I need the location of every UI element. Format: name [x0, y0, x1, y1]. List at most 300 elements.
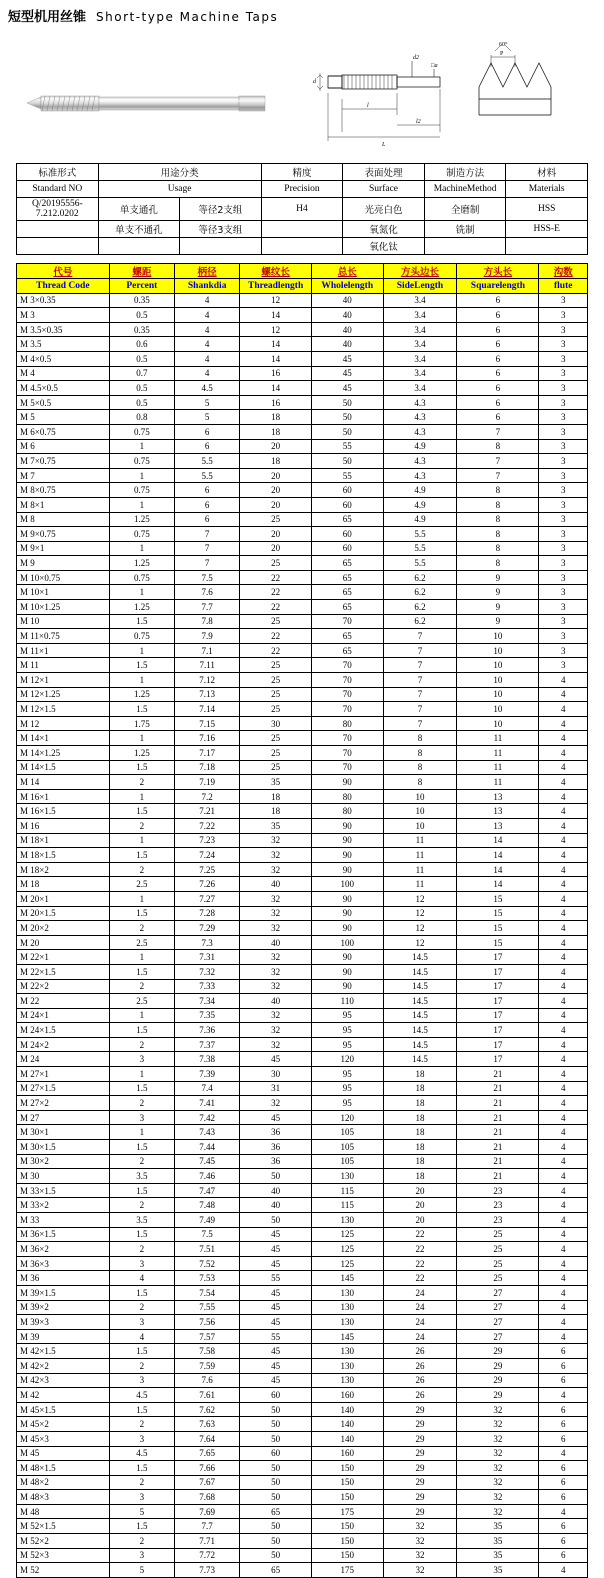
- spec-standard-value-2: [17, 221, 99, 238]
- cell-value: 1.5: [109, 1285, 174, 1300]
- spec-header-precision-en: Precision: [261, 181, 343, 198]
- spec-standard-value: Q/20195556-7.212.0202: [17, 198, 99, 221]
- cell-value: 130: [311, 1213, 383, 1228]
- cell-value: 50: [240, 1490, 312, 1505]
- cell-value: 4: [539, 1227, 588, 1242]
- cell-value: 22: [383, 1242, 457, 1257]
- cell-value: 4: [539, 1096, 588, 1111]
- cell-value: 125: [311, 1242, 383, 1257]
- cell-thread-code: M 9×1: [17, 541, 110, 556]
- table-row: [17, 1256, 588, 1271]
- col-header-squarelength-en: Squarelength: [457, 279, 539, 294]
- cell-value: 35: [240, 818, 312, 833]
- table-row: [17, 1037, 588, 1052]
- table-row: [17, 877, 588, 892]
- cell-value: 7.15: [175, 716, 240, 731]
- cell-value: 2: [109, 1534, 174, 1549]
- spec-standard-value-3: [17, 238, 99, 255]
- cell-value: 150: [311, 1475, 383, 1490]
- col-header-flute-en: flute: [539, 279, 588, 294]
- cell-value: 125: [311, 1256, 383, 1271]
- cell-thread-code: M 6×0.75: [17, 424, 110, 439]
- spec-header-cn-row: [17, 164, 588, 181]
- cell-value: 4: [539, 1329, 588, 1344]
- cell-thread-code: M 20: [17, 935, 110, 950]
- cell-value: 0.8: [109, 410, 174, 425]
- cell-value: 8: [457, 541, 539, 556]
- cell-value: 0.6: [109, 337, 174, 352]
- cell-value: 10: [457, 716, 539, 731]
- table-row: [17, 1431, 588, 1446]
- cell-value: 7.16: [175, 731, 240, 746]
- cell-value: 29: [383, 1431, 457, 1446]
- table-row: [17, 862, 588, 877]
- cell-thread-code: M 3: [17, 308, 110, 323]
- cell-value: 18: [240, 789, 312, 804]
- cell-value: 7.7: [175, 600, 240, 615]
- cell-value: 10: [457, 687, 539, 702]
- cell-value: 21: [457, 1110, 539, 1125]
- cell-value: 32: [240, 862, 312, 877]
- cell-value: 90: [311, 921, 383, 936]
- cell-value: 45: [240, 1358, 312, 1373]
- cell-value: 2: [109, 818, 174, 833]
- cell-value: 90: [311, 891, 383, 906]
- cell-value: 5: [175, 410, 240, 425]
- cell-value: 7.32: [175, 964, 240, 979]
- cell-value: 3: [539, 337, 588, 352]
- cell-value: 18: [240, 410, 312, 425]
- table-row: [17, 848, 588, 863]
- cell-value: 65: [311, 556, 383, 571]
- cell-value: 17: [457, 994, 539, 1009]
- cell-value: 3: [539, 541, 588, 556]
- table-row: [17, 1125, 588, 1140]
- cell-value: 6: [175, 497, 240, 512]
- cell-value: 4: [175, 366, 240, 381]
- spec-usage1-value: 单支通孔: [98, 198, 180, 221]
- cell-value: 8: [383, 760, 457, 775]
- cell-value: 45: [240, 1344, 312, 1359]
- table-row: [17, 1373, 588, 1388]
- cell-value: 20: [240, 439, 312, 454]
- svg-text:60°: 60°: [499, 42, 508, 48]
- cell-value: 50: [311, 424, 383, 439]
- cell-value: 45: [240, 1315, 312, 1330]
- cell-thread-code: M 45×1.5: [17, 1402, 110, 1417]
- cell-value: 1.5: [109, 804, 174, 819]
- cell-value: 17: [457, 1008, 539, 1023]
- cell-value: 22: [240, 600, 312, 615]
- table-row: [17, 1563, 588, 1578]
- cell-value: 6: [539, 1431, 588, 1446]
- table-row: [17, 337, 588, 352]
- cell-value: 8: [457, 512, 539, 527]
- cell-value: 7.34: [175, 994, 240, 1009]
- cell-value: 8: [457, 527, 539, 542]
- cell-value: 90: [311, 775, 383, 790]
- table-row: [17, 1154, 588, 1169]
- cell-value: 23: [457, 1198, 539, 1213]
- cell-value: 10: [457, 673, 539, 688]
- cell-value: 9: [457, 570, 539, 585]
- cell-value: 4: [539, 950, 588, 965]
- cell-value: 1.5: [109, 760, 174, 775]
- cell-value: 32: [457, 1504, 539, 1519]
- cell-thread-code: M 22×1: [17, 950, 110, 965]
- cell-value: 36: [240, 1140, 312, 1155]
- cell-value: 20: [240, 468, 312, 483]
- cell-value: 3: [539, 556, 588, 571]
- cell-value: 4: [539, 921, 588, 936]
- table-row: [17, 1300, 588, 1315]
- cell-value: 32: [457, 1446, 539, 1461]
- cell-value: 2: [109, 1417, 174, 1432]
- cell-value: 1: [109, 950, 174, 965]
- cell-value: 4: [539, 1198, 588, 1213]
- cell-thread-code: M 14×1: [17, 731, 110, 746]
- cell-value: 12: [383, 921, 457, 936]
- cell-value: 7.55: [175, 1300, 240, 1315]
- cell-value: 20: [240, 497, 312, 512]
- cell-value: 6: [539, 1548, 588, 1563]
- cell-value: 50: [240, 1534, 312, 1549]
- cell-thread-code: M 52×2: [17, 1534, 110, 1549]
- cell-value: 13: [457, 818, 539, 833]
- dimension-diagram: [300, 37, 460, 157]
- cell-value: 3: [109, 1256, 174, 1271]
- cell-value: 3: [539, 322, 588, 337]
- cell-value: 6: [457, 381, 539, 396]
- cell-thread-code: M 36×2: [17, 1242, 110, 1257]
- cell-value: 32: [240, 1037, 312, 1052]
- table-row: [17, 964, 588, 979]
- table-row: [17, 585, 588, 600]
- cell-value: 2: [109, 1358, 174, 1373]
- thread-profile-diagram: [465, 37, 585, 157]
- table-row: [17, 308, 588, 323]
- cell-value: 4: [539, 1008, 588, 1023]
- cell-value: 29: [457, 1373, 539, 1388]
- spec-usage2-value: 等径2支组: [180, 198, 262, 221]
- cell-value: 7.31: [175, 950, 240, 965]
- cell-thread-code: M 8×0.75: [17, 483, 110, 498]
- dimensions-header-cn-row: [17, 264, 588, 279]
- cell-value: 7.11: [175, 658, 240, 673]
- cell-value: 4: [175, 293, 240, 308]
- cell-value: 25: [240, 687, 312, 702]
- spec-usage2-value-2: 等径3支组: [180, 221, 262, 238]
- spec-header-method-en: MachineMethod: [424, 181, 506, 198]
- cell-value: 32: [457, 1461, 539, 1476]
- cell-value: 6: [539, 1358, 588, 1373]
- spec-row: [17, 221, 588, 238]
- cell-value: 7.57: [175, 1329, 240, 1344]
- cell-thread-code: M 14: [17, 775, 110, 790]
- dimensions-table: [16, 263, 588, 1578]
- cell-value: 6: [539, 1519, 588, 1534]
- cell-value: 2: [109, 979, 174, 994]
- cell-value: 4.5: [109, 1446, 174, 1461]
- cell-thread-code: M 20×2: [17, 921, 110, 936]
- cell-value: 65: [311, 643, 383, 658]
- cell-thread-code: M 27×1: [17, 1067, 110, 1082]
- cell-value: 7.17: [175, 746, 240, 761]
- cell-value: 12: [240, 293, 312, 308]
- cell-value: 6: [457, 366, 539, 381]
- cell-thread-code: M 39×1.5: [17, 1285, 110, 1300]
- cell-value: 1.75: [109, 716, 174, 731]
- cell-value: 1: [109, 833, 174, 848]
- col-header-shank-cn: 柄径: [175, 264, 240, 279]
- cell-value: 25: [240, 702, 312, 717]
- cell-value: 20: [240, 483, 312, 498]
- svg-text:d: d: [313, 79, 316, 85]
- col-header-pitch-en: Percent: [109, 279, 174, 294]
- cell-value: 95: [311, 1023, 383, 1038]
- cell-thread-code: M 5×0.5: [17, 395, 110, 410]
- spec-method-value-2: 铣制: [424, 221, 506, 238]
- cell-value: 4: [539, 994, 588, 1009]
- cell-thread-code: M 36×3: [17, 1256, 110, 1271]
- spec-header-standard-cn: 标准形式: [17, 164, 99, 181]
- table-row: [17, 716, 588, 731]
- cell-value: 5.5: [383, 556, 457, 571]
- cell-value: 6: [457, 308, 539, 323]
- cell-value: 18: [240, 454, 312, 469]
- spec-usage1-value-3: [98, 238, 180, 255]
- cell-thread-code: M 20×1: [17, 891, 110, 906]
- cell-value: 2: [109, 921, 174, 936]
- cell-thread-code: M 20×1.5: [17, 906, 110, 921]
- cell-value: 105: [311, 1154, 383, 1169]
- table-row: [17, 468, 588, 483]
- cell-value: 3: [539, 497, 588, 512]
- cell-value: 40: [311, 308, 383, 323]
- spec-header-surface-en: Surface: [343, 181, 425, 198]
- cell-value: 100: [311, 877, 383, 892]
- cell-value: 160: [311, 1388, 383, 1403]
- cell-value: 23: [457, 1183, 539, 1198]
- cell-thread-code: M 8: [17, 512, 110, 527]
- cell-value: 130: [311, 1169, 383, 1184]
- cell-thread-code: M 30×1.5: [17, 1140, 110, 1155]
- cell-value: 23: [457, 1213, 539, 1228]
- cell-value: 4: [175, 322, 240, 337]
- cell-value: 1.5: [109, 1081, 174, 1096]
- cell-value: 11: [457, 775, 539, 790]
- table-row: [17, 1344, 588, 1359]
- cell-value: 3: [539, 527, 588, 542]
- cell-value: 4: [539, 1154, 588, 1169]
- cell-value: 29: [457, 1344, 539, 1359]
- cell-value: 50: [240, 1548, 312, 1563]
- cell-value: 6: [539, 1417, 588, 1432]
- cell-value: 15: [457, 935, 539, 950]
- cell-value: 1.5: [109, 848, 174, 863]
- cell-value: 60: [240, 1446, 312, 1461]
- cell-value: 21: [457, 1096, 539, 1111]
- cell-value: 4.3: [383, 424, 457, 439]
- cell-value: 3.4: [383, 322, 457, 337]
- cell-value: 17: [457, 964, 539, 979]
- spec-precision-value-2: [261, 221, 343, 238]
- cell-value: 1: [109, 497, 174, 512]
- cell-value: 1.5: [109, 1461, 174, 1476]
- cell-value: 2.5: [109, 994, 174, 1009]
- cell-value: 18: [383, 1140, 457, 1155]
- cell-thread-code: M 48×2: [17, 1475, 110, 1490]
- cell-value: 4: [539, 1563, 588, 1578]
- cell-thread-code: M 24×1.5: [17, 1023, 110, 1038]
- cell-value: 70: [311, 687, 383, 702]
- svg-text:□a: □a: [431, 63, 438, 69]
- cell-thread-code: M 24×1: [17, 1008, 110, 1023]
- cell-value: 11: [457, 760, 539, 775]
- cell-value: 0.5: [109, 395, 174, 410]
- table-row: [17, 833, 588, 848]
- table-row: [17, 1169, 588, 1184]
- cell-value: 0.75: [109, 629, 174, 644]
- cell-thread-code: M 48×1.5: [17, 1461, 110, 1476]
- table-row: [17, 381, 588, 396]
- cell-value: 105: [311, 1125, 383, 1140]
- cell-value: 15: [457, 921, 539, 936]
- cell-value: 90: [311, 950, 383, 965]
- cell-value: 4: [539, 1388, 588, 1403]
- table-row: [17, 322, 588, 337]
- cell-value: 6: [457, 337, 539, 352]
- cell-value: 80: [311, 804, 383, 819]
- cell-thread-code: M 16×1: [17, 789, 110, 804]
- tap-photo: [25, 84, 270, 124]
- cell-value: 6: [457, 410, 539, 425]
- cell-value: 25: [457, 1227, 539, 1242]
- cell-value: 7.21: [175, 804, 240, 819]
- cell-thread-code: M 30: [17, 1169, 110, 1184]
- cell-value: 18: [240, 804, 312, 819]
- table-row: [17, 1461, 588, 1476]
- cell-value: 3: [539, 629, 588, 644]
- cell-value: 105: [311, 1140, 383, 1155]
- cell-value: 7.25: [175, 862, 240, 877]
- cell-value: 7.52: [175, 1256, 240, 1271]
- cell-value: 25: [240, 673, 312, 688]
- cell-value: 4: [175, 337, 240, 352]
- table-row: [17, 1271, 588, 1286]
- cell-value: 4: [539, 1256, 588, 1271]
- cell-value: 95: [311, 1008, 383, 1023]
- table-row: [17, 1417, 588, 1432]
- cell-value: 20: [383, 1213, 457, 1228]
- spec-method-value-3: [424, 238, 506, 255]
- cell-value: 14.5: [383, 979, 457, 994]
- cell-value: 1.5: [109, 702, 174, 717]
- cell-thread-code: M 18×2: [17, 862, 110, 877]
- cell-value: 45: [311, 366, 383, 381]
- cell-value: 7.66: [175, 1461, 240, 1476]
- figure-area: [0, 29, 604, 159]
- cell-value: 0.5: [109, 381, 174, 396]
- cell-value: 7.47: [175, 1183, 240, 1198]
- cell-value: 130: [311, 1300, 383, 1315]
- cell-value: 50: [240, 1475, 312, 1490]
- cell-value: 90: [311, 906, 383, 921]
- cell-value: 4: [539, 1242, 588, 1257]
- spec-header-material-en: Materials: [506, 181, 588, 198]
- cell-value: 14: [457, 862, 539, 877]
- cell-value: 3.5: [109, 1169, 174, 1184]
- cell-value: 150: [311, 1519, 383, 1534]
- cell-value: 45: [311, 381, 383, 396]
- table-row: [17, 702, 588, 717]
- cell-value: 5: [175, 395, 240, 410]
- cell-value: 7.33: [175, 979, 240, 994]
- cell-value: 5.5: [383, 527, 457, 542]
- table-row: [17, 891, 588, 906]
- cell-thread-code: M 33: [17, 1213, 110, 1228]
- cell-value: 100: [311, 935, 383, 950]
- cell-value: 32: [383, 1534, 457, 1549]
- cell-thread-code: M 9: [17, 556, 110, 571]
- cell-value: 29: [383, 1504, 457, 1519]
- col-header-thread-code-cn: 代号: [17, 264, 110, 279]
- cell-value: 5: [109, 1563, 174, 1578]
- cell-value: 25: [457, 1242, 539, 1257]
- cell-value: 36: [240, 1154, 312, 1169]
- cell-value: 7.28: [175, 906, 240, 921]
- cell-value: 4.9: [383, 512, 457, 527]
- cell-value: 1: [109, 541, 174, 556]
- cell-value: 7.68: [175, 1490, 240, 1505]
- cell-value: 140: [311, 1431, 383, 1446]
- cell-value: 6: [539, 1461, 588, 1476]
- cell-value: 32: [457, 1431, 539, 1446]
- cell-value: 50: [240, 1519, 312, 1534]
- cell-value: 40: [240, 1183, 312, 1198]
- cell-value: 60: [240, 1388, 312, 1403]
- cell-value: 7.27: [175, 891, 240, 906]
- cell-value: 14: [457, 848, 539, 863]
- cell-value: 20: [383, 1183, 457, 1198]
- cell-value: 7.73: [175, 1563, 240, 1578]
- cell-value: 4: [539, 716, 588, 731]
- cell-value: 4: [539, 1125, 588, 1140]
- cell-value: 65: [311, 512, 383, 527]
- cell-thread-code: M 22: [17, 994, 110, 1009]
- cell-value: 3: [539, 308, 588, 323]
- table-row: [17, 570, 588, 585]
- cell-value: 18: [383, 1154, 457, 1169]
- cell-value: 1.5: [109, 964, 174, 979]
- cell-value: 95: [311, 1067, 383, 1082]
- cell-value: 3.5: [109, 1213, 174, 1228]
- cell-value: 4: [539, 789, 588, 804]
- cell-value: 0.35: [109, 322, 174, 337]
- table-row: [17, 1548, 588, 1563]
- cell-value: 7.35: [175, 1008, 240, 1023]
- cell-value: 1.25: [109, 556, 174, 571]
- table-row: [17, 1358, 588, 1373]
- dimensions-body: [17, 293, 588, 1577]
- cell-value: 21: [457, 1154, 539, 1169]
- cell-value: 40: [240, 877, 312, 892]
- cell-value: 32: [383, 1548, 457, 1563]
- spec-material-value: HSS: [506, 198, 588, 221]
- cell-value: 35: [240, 775, 312, 790]
- cell-value: 35: [457, 1534, 539, 1549]
- cell-value: 14: [240, 381, 312, 396]
